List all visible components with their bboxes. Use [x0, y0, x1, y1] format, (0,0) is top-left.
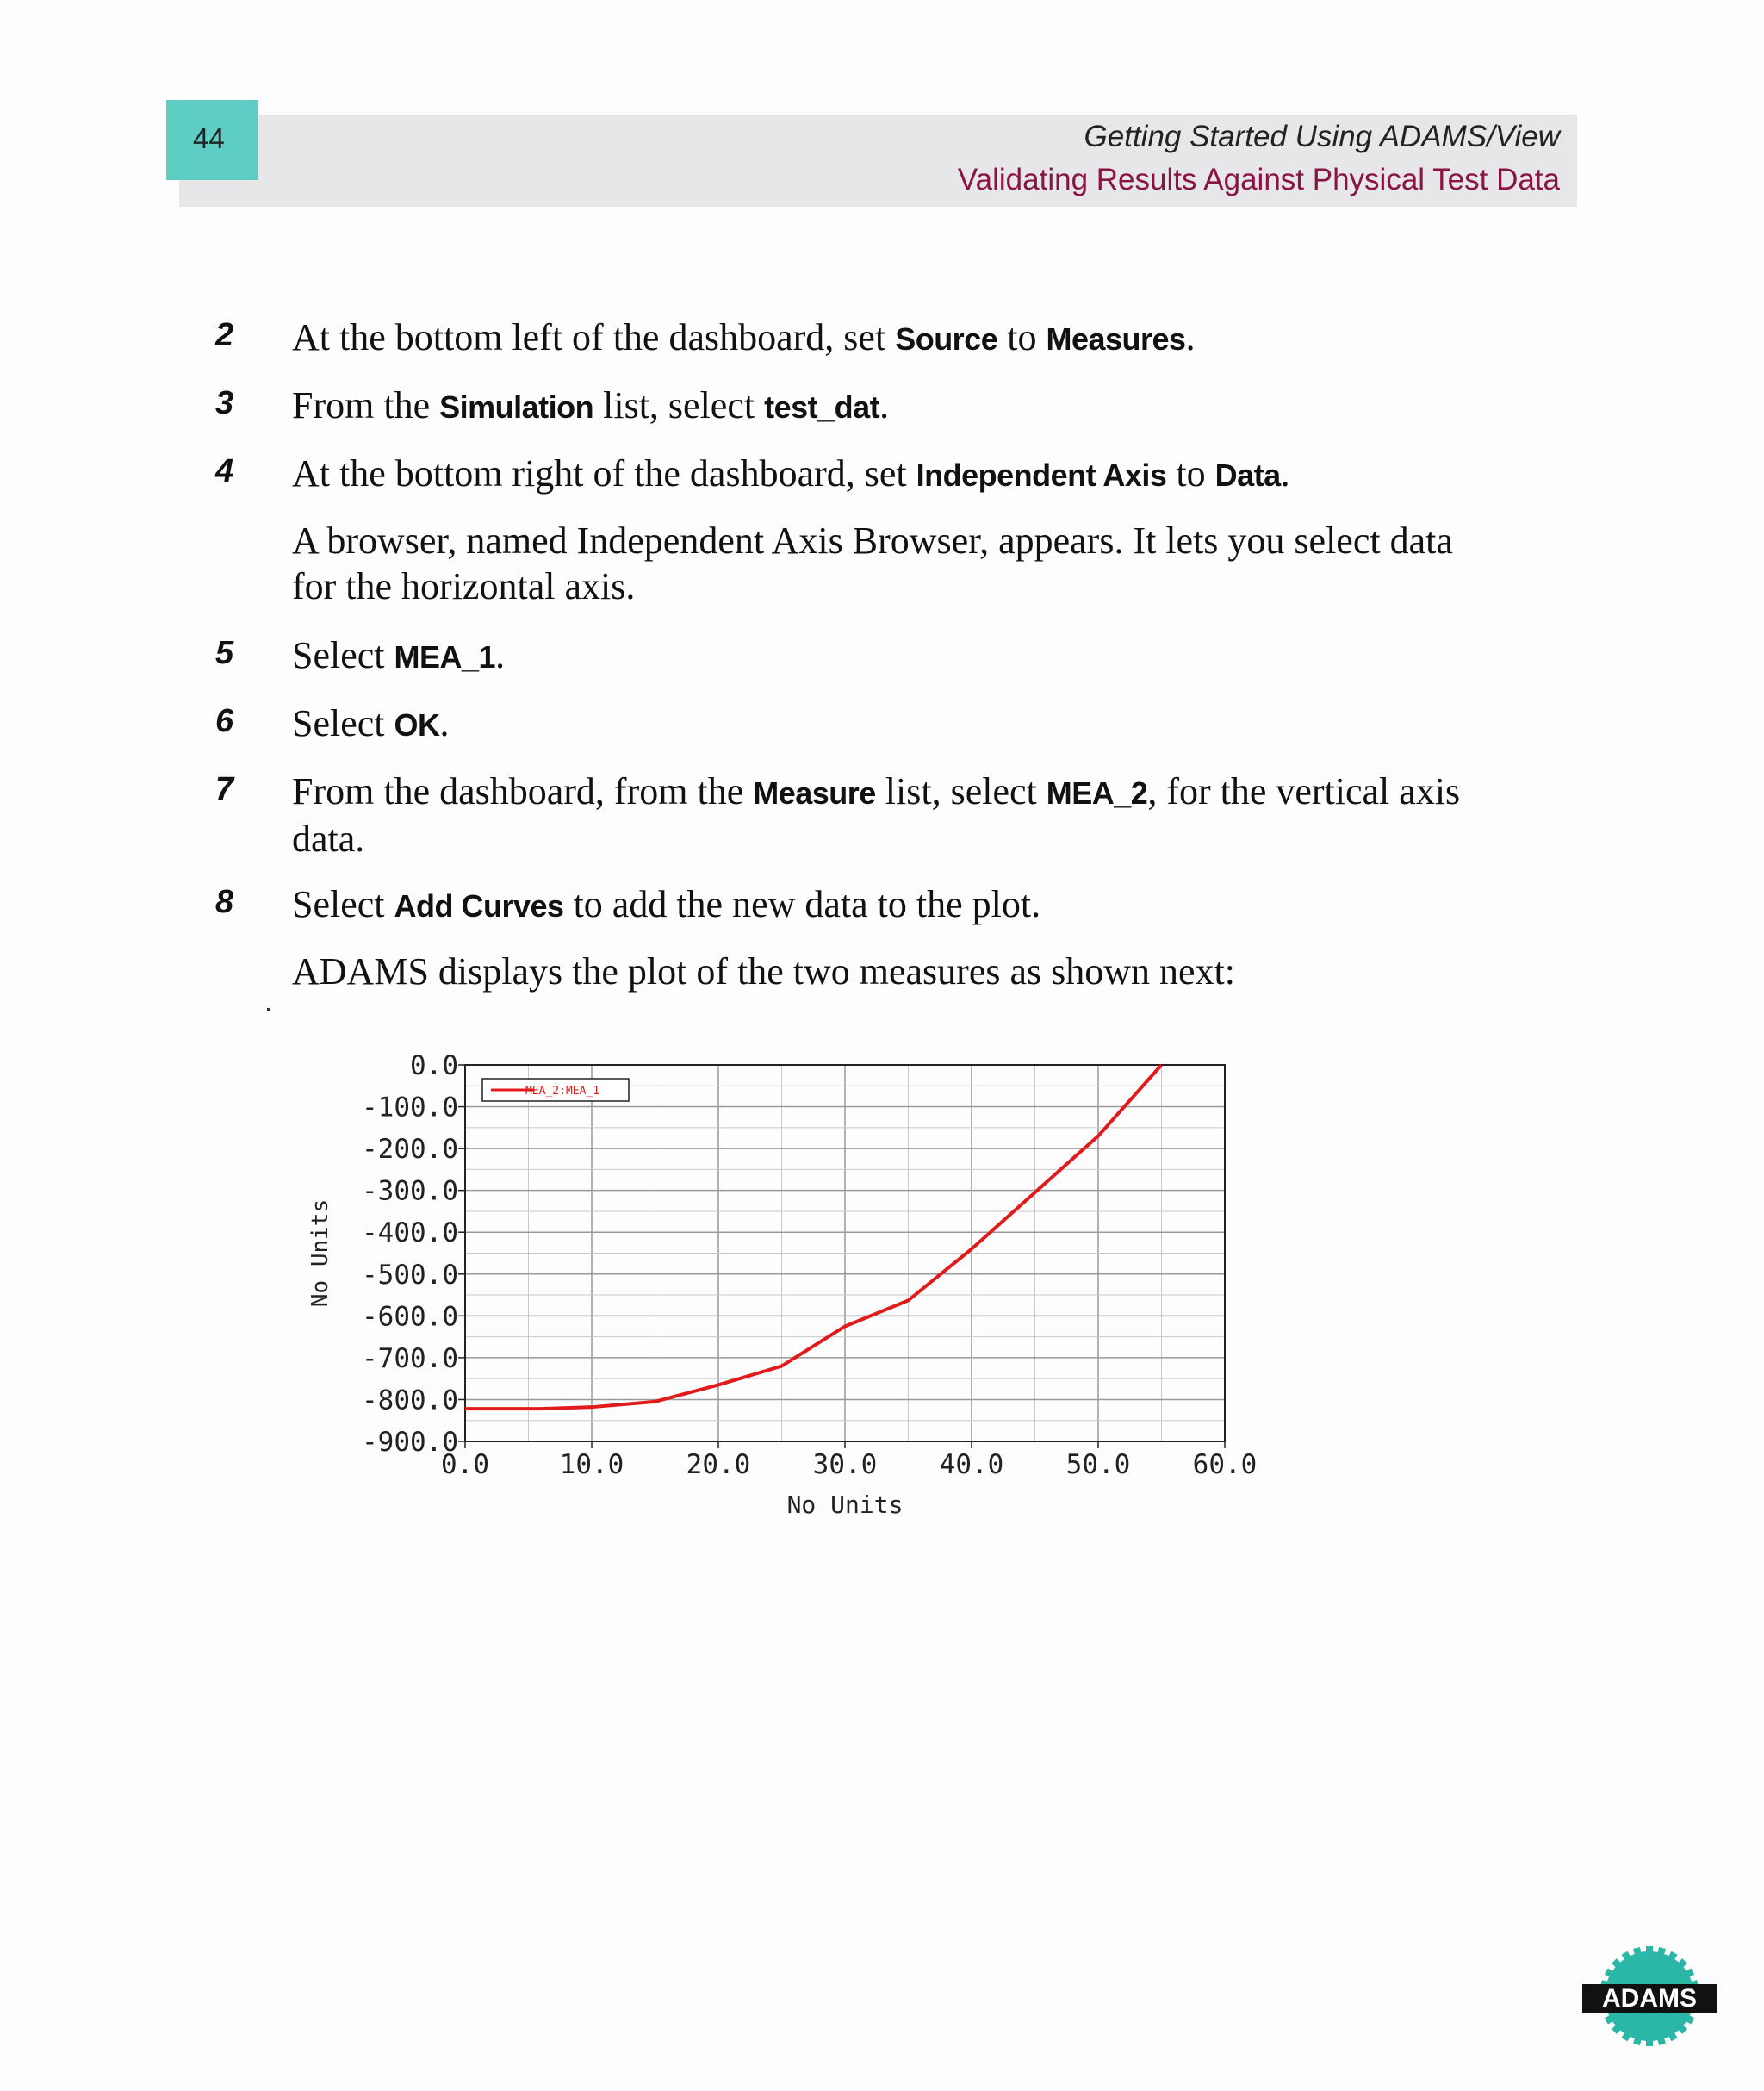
keyword: Independent Axis: [916, 457, 1167, 493]
x-tick-label: 10.0: [559, 1449, 624, 1480]
step-text: Select MEA_1.: [292, 634, 506, 676]
step-text: Select Add Curves to add the new data to the plot.: [292, 883, 1041, 925]
step-number: 3: [215, 385, 234, 421]
line-chart: [293, 1038, 1275, 1529]
step-text: Select OK.: [292, 702, 450, 744]
y-tick-label: -900.0: [362, 1427, 458, 1458]
x-tick-label: 60.0: [1192, 1449, 1258, 1480]
y-tick-label: -100.0: [362, 1092, 458, 1123]
step-text: From the Simulation list, select test_dat.: [292, 384, 890, 426]
keyword: Measures: [1046, 321, 1186, 357]
x-tick-label: 40.0: [939, 1449, 1004, 1480]
step-number: 4: [215, 453, 234, 489]
chart-ticks: [362, 1050, 1257, 1480]
keyword: OK: [394, 707, 440, 743]
x-axis-label: No Units: [786, 1490, 904, 1519]
page-number: 44: [193, 122, 225, 154]
x-tick-label: 50.0: [1065, 1449, 1131, 1480]
step-note: A browser, named Independent Axis Browser, appears. It lets you select data for the horizontal axis.: [292, 520, 1453, 607]
gear-tooth: [1646, 2038, 1653, 2046]
keyword: MEA_2: [1046, 775, 1148, 811]
step-text: At the bottom left of the dashboard, set Source to Measures.: [292, 316, 1196, 358]
y-tick-label: -400.0: [362, 1217, 458, 1249]
y-tick-label: -500.0: [362, 1259, 458, 1291]
y-tick-label: 0.0: [410, 1050, 458, 1081]
section-title: Validating Results Against Physical Test Data: [957, 163, 1560, 196]
y-tick-label: -600.0: [362, 1301, 458, 1333]
step-number: 6: [215, 703, 234, 739]
step-number: 5: [215, 635, 234, 671]
step-number: 2: [215, 317, 234, 353]
y-tick-label: -300.0: [362, 1175, 458, 1207]
step-note: ADAMS displays the plot of the two measures as shown next:: [292, 950, 1235, 993]
x-tick-label: 20.0: [686, 1449, 751, 1480]
stray-dot: [267, 1008, 270, 1011]
step-text: From the dashboard, from the Measure list, select MEA_2, for the vertical axis data.: [292, 770, 1461, 860]
gear-tooth: [1646, 1946, 1653, 1955]
keyword: Simulation: [439, 389, 594, 425]
step-text: At the bottom right of the dashboard, set Independent Axis to Data.: [292, 452, 1290, 495]
logo-text: ADAMS: [1602, 1984, 1697, 2013]
y-tick-label: -200.0: [362, 1134, 458, 1166]
legend-label: MEA_2:MEA_1: [525, 1085, 600, 1098]
keyword: test_dat: [764, 389, 880, 425]
book-title: Getting Started Using ADAMS/View: [1084, 120, 1560, 153]
keyword: Data: [1214, 457, 1281, 493]
x-tick-label: 30.0: [812, 1449, 878, 1480]
step-number: 7: [215, 771, 234, 807]
adams-logo: [1576, 1934, 1723, 2059]
chart-legend: [482, 1079, 629, 1101]
y-axis-label: No Units: [307, 1198, 333, 1308]
y-tick-label: -800.0: [362, 1385, 458, 1416]
x-tick-label: 0.0: [441, 1449, 489, 1480]
keyword: Add Curves: [394, 888, 564, 924]
keyword: Measure: [753, 775, 876, 811]
step-number: 8: [215, 884, 234, 920]
y-tick-label: -700.0: [362, 1342, 458, 1374]
keyword: Source: [895, 321, 998, 357]
keyword: MEA_1: [394, 639, 496, 675]
